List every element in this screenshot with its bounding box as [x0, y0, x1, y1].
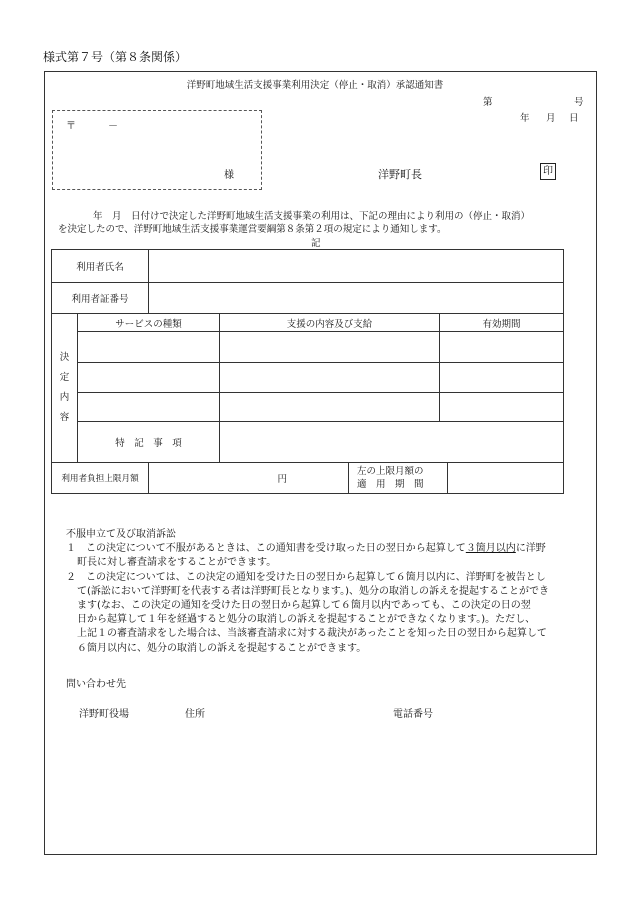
apply-period-label-line-2: 適 用 期 間 — [357, 479, 424, 490]
appeal-section — [66, 528, 596, 656]
notice-line-1: 年 月 日付けで決定した洋野町地域生活支援事業の利用は、下記の理由により利用の（停止・取消） — [93, 211, 531, 222]
decision-label-char-2: 定 — [59, 372, 70, 383]
appeal-item-2-line-6: ６箇月以内に、処分の取消しの訴えを提起することができます。 — [77, 642, 367, 654]
header-service-type: サービスの種類 — [78, 314, 220, 332]
decision-label-char-4: 容 — [59, 412, 70, 423]
user-name-label: 利用者氏名 — [52, 250, 149, 283]
number-prefix: 第 — [483, 97, 493, 108]
burden-limit-label: 利用者負担上限月額 — [52, 463, 149, 494]
header-valid-period: 有効期間 — [440, 314, 564, 332]
postal-mark: 〒 — [66, 121, 76, 132]
apply-period-label — [349, 463, 448, 494]
appeal-item-1-text: １ この決定について不服があるときは、この通知書を受け取った日の翌日から起算して — [66, 543, 466, 555]
user-cert-label: 利用者証番号 — [52, 283, 149, 314]
burden-amount-cell[interactable] — [149, 463, 349, 494]
service-cell[interactable] — [78, 332, 220, 363]
appeal-item-1-cont: 町長に対し審査請求をすることができます。 — [77, 557, 277, 569]
appeal-item-2-line-3: ます(なお、この決定の通知を受けた日の翌日から起算して６箇月以内であっても、この決定の日の翌 — [77, 600, 531, 612]
appeal-item-2-line-4: 日から起算して１年を経過すると処分の取消しの訴えを提起することができなくなります。)。ただし、 — [77, 614, 536, 626]
form-number-label: 様式第７号（第８条関係） — [43, 50, 188, 64]
date-month: 月 — [546, 113, 556, 124]
burden-table — [51, 462, 564, 494]
support-cell[interactable] — [220, 363, 440, 393]
appeal-deadline-underlined: ３箇月以内 — [465, 543, 516, 555]
service-cell[interactable] — [78, 393, 220, 422]
appeal-item-2-line-1: ２ この決定については、この決定の通知を受けた日の翌日から起算して６箇月以内に、洋野町を被告とし — [66, 571, 546, 583]
apply-period-cell[interactable] — [448, 463, 564, 494]
decision-table — [51, 313, 564, 463]
period-cell[interactable] — [440, 332, 564, 363]
appeal-heading: 不服申立て及び取消訴訟 — [66, 529, 176, 540]
notice-line-2: を決定したので、洋野町地域生活支援事業運営要綱第８条第２項の規定により通知します。 — [58, 224, 447, 235]
recipient-honorific: 様 — [224, 170, 234, 181]
contact-heading: 問い合わせ先 — [66, 679, 126, 690]
user-cert-cell[interactable] — [149, 283, 564, 314]
user-info-table — [51, 249, 564, 314]
number-suffix: 号 — [574, 97, 584, 108]
postal-dash: － — [108, 121, 118, 132]
support-cell[interactable] — [220, 332, 440, 363]
user-name-cell[interactable] — [149, 250, 564, 283]
support-cell[interactable] — [220, 393, 440, 422]
special-notes-cell[interactable] — [220, 422, 564, 463]
decision-label — [52, 314, 78, 463]
period-cell[interactable] — [440, 393, 564, 422]
appeal-item-2-line-2: て(訴訟において洋野町を代表する者は洋野町長となります。)、処分の取消しの訴えを提起することができ — [77, 585, 550, 597]
contact-office: 洋野町役場 — [79, 709, 129, 720]
decision-label-char-1: 決 — [59, 352, 70, 363]
decision-label-char-3: 内 — [59, 392, 70, 403]
appeal-item-1 — [66, 542, 596, 556]
header-support-content: 支援の内容及び支給 — [220, 314, 440, 332]
document-title: 洋野町地域生活支援事業利用決定（停止・取消）承認通知書 — [186, 80, 444, 91]
contact-phone-label: 電話番号 — [393, 709, 433, 720]
date-year: 年 — [520, 113, 530, 124]
yen-unit: 円 — [277, 474, 287, 485]
special-notes-label: 特 記 事 項 — [78, 422, 220, 463]
contact-address-label: 住所 — [185, 709, 205, 720]
issuer-name: 洋野町長 — [378, 168, 422, 181]
appeal-item-2-line-5: 上記１の審査請求をした場合は、当該審査請求に対する裁決があったことを知った日の翌日から起算して — [77, 628, 547, 640]
period-cell[interactable] — [440, 363, 564, 393]
date-day: 日 — [569, 113, 579, 124]
apply-period-label-line-1: 左の上限月額の — [357, 466, 424, 477]
appeal-item-1-tail: に洋野 — [515, 543, 546, 555]
ki-label: 記 — [311, 238, 321, 249]
service-cell[interactable] — [78, 363, 220, 393]
seal-box: 印 — [540, 163, 556, 180]
